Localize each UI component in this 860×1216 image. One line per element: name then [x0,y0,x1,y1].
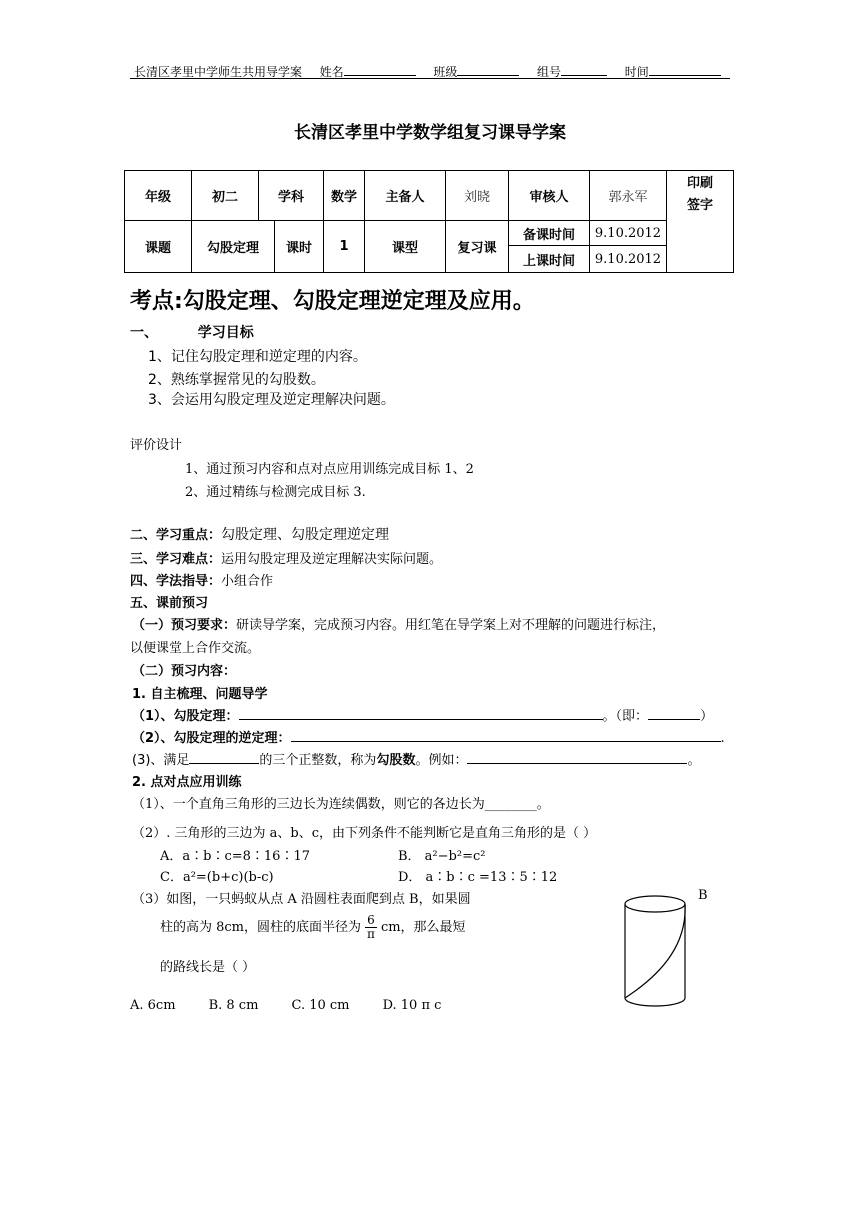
sub1-heading: 1. 自主梳理、问题导学 [132,687,268,702]
practice-2-option-c: C．a²=(b+c)(b-c) [160,870,274,885]
fraction-denominator: π [367,927,375,941]
prep-time-label: 备课时间 [509,221,590,246]
q2-end: . [720,731,725,746]
practice-2: （2）. 三角形的三边为 a、b、c，由下列条件不能判断它是直角三角形的是（ ） [132,826,597,841]
q2-blank[interactable] [291,728,721,742]
q1-end: 。（即： [602,709,649,724]
print-sign-text: 印刷签字 [686,176,713,213]
practice-2-option-b: B． a²−b²=c² [398,849,486,864]
q1-label: （1）、勾股定理： [132,709,239,724]
q1-blank[interactable] [239,706,603,720]
q3-bold: 勾股数 [376,753,416,768]
practice-3-options: A. 6cm B. 8 cm C. 10 cm D. 10 π c [130,998,442,1013]
section3 [130,548,442,567]
header-rule [130,78,730,79]
req-text: 研读导学案，完成预习内容。用红笔在导学案上对不理解的问题进行标注， [236,618,666,633]
preview-content-label: （二）预习内容： [132,664,237,679]
practice-2-option-d: D． a∶b∶c =13∶5∶12 [398,870,558,885]
section4 [130,570,273,589]
section4-label: 四、学法指导： [130,574,222,589]
q1-close: ） [700,709,714,724]
cylinder-bottom [625,998,685,1006]
goal-item-2: 2、熟练掌握常见的勾股数。 [148,372,325,388]
evaluation-item-2: 2、通过精练与检测完成目标 3. [185,485,366,500]
section4-text: 小组合作 [221,574,274,589]
class-label: 班级 [433,65,458,79]
q3-end: 。 [687,753,701,768]
reviewer-value: 郭永军 [590,171,667,221]
q3-mid: 的三个正整数，称为 [259,753,377,768]
section5-title: 五、课前预习 [130,596,209,611]
goal-item-1: 1、记住勾股定理和逆定理的内容。 [148,349,367,365]
info-table [124,170,734,273]
class-time-label: 上课时间 [509,246,590,273]
prep-time-value: 9.10.2012 [590,221,667,246]
group-field[interactable] [561,62,607,76]
q3-start: (3)、满足 [132,753,190,768]
q1-line [132,705,713,724]
name-field[interactable] [344,62,416,76]
practice-3-line-3: 的路线长是（ ） [160,960,256,975]
type-label: 课型 [365,221,446,273]
practice-2-option-a: A．a∶b∶c=8∶16∶17 [160,849,310,864]
page-title: 长清区孝里中学数学组复习课导学案 [294,123,566,143]
section3-text: 运用勾股定理及逆定理解决实际问题。 [221,552,443,567]
preparer-label: 主备人 [365,171,446,221]
q3-line [132,749,700,768]
practice-3-line-2 [160,914,466,941]
practice-1: （1）、一个直角三角形的三边长为连续偶数，则它的各边长为________。 [132,797,550,812]
evaluation-item-1: 1、通过预习内容和点对点应用训练完成目标 1、2 [185,462,474,477]
ant-path [625,904,685,998]
grade-label: 年级 [125,171,192,221]
time-field[interactable] [649,62,721,76]
evaluation-title: 评价设计 [130,438,183,453]
name-label: 姓名 [319,65,344,79]
goal-item-3: 3、会运用勾股定理及逆定理解决问题。 [148,392,395,408]
subject-label: 学科 [259,171,324,221]
section2 [130,524,389,544]
type-value: 复习课 [446,221,509,273]
p3-line2b: cm，那么最短 [380,920,466,935]
q1-blank-2[interactable] [648,706,700,720]
grade-value: 初二 [192,171,259,221]
q3-after: 。例如： [415,753,468,768]
req-label: （一）预习要求： [132,618,237,633]
section2-label: 二、学习重点： [130,528,222,543]
preview-requirement [132,614,665,633]
class-time-value: 9.10.2012 [590,246,667,273]
kaodian-heading: 考点:勾股定理、勾股定理逆定理及应用。 [130,289,535,314]
radius-fraction [365,914,377,941]
topic-value: 勾股定理 [192,221,275,273]
section1-num: 一、 [130,325,158,341]
period-label: 课时 [275,221,324,273]
period-value: 1 [324,221,365,273]
fraction-numerator: 6 [367,913,375,927]
topic-label: 课题 [125,221,192,273]
time-label: 时间 [624,65,649,79]
header-school: 长清区孝里中学师生共用导学案 [134,65,303,79]
q2-label: （2）、勾股定理的逆定理： [132,731,291,746]
practice-3-line-1: （3）如图，一只蚂蚁从点 A 沿圆柱表面爬到点 B，如果圆 [132,892,471,907]
subject-value: 数学 [324,171,365,221]
print-sign [667,171,734,273]
q2-line [132,727,725,746]
section2-text: 勾股定理、勾股定理逆定理 [221,527,390,543]
q3-blank-1[interactable] [189,750,259,764]
q3-blank-2[interactable] [467,750,687,764]
reviewer-label: 审核人 [509,171,590,221]
p3-line2a: 柱的高为 8cm，圆柱的底面半径为 [160,920,362,935]
req-text-2: 以便课堂上合作交流。 [130,641,261,656]
sub2-heading: 2. 点对点应用训练 [132,775,242,790]
section1-heading [130,322,254,342]
section1-title: 学习目标 [197,325,254,341]
cylinder-figure [615,892,695,1012]
class-field[interactable] [457,62,519,76]
group-label: 组号 [537,65,562,79]
section3-label: 三、学习难点： [130,552,222,567]
preparer-value: 刘晓 [446,171,509,221]
cylinder-top [625,896,685,912]
figure-label-b: B [698,888,708,903]
